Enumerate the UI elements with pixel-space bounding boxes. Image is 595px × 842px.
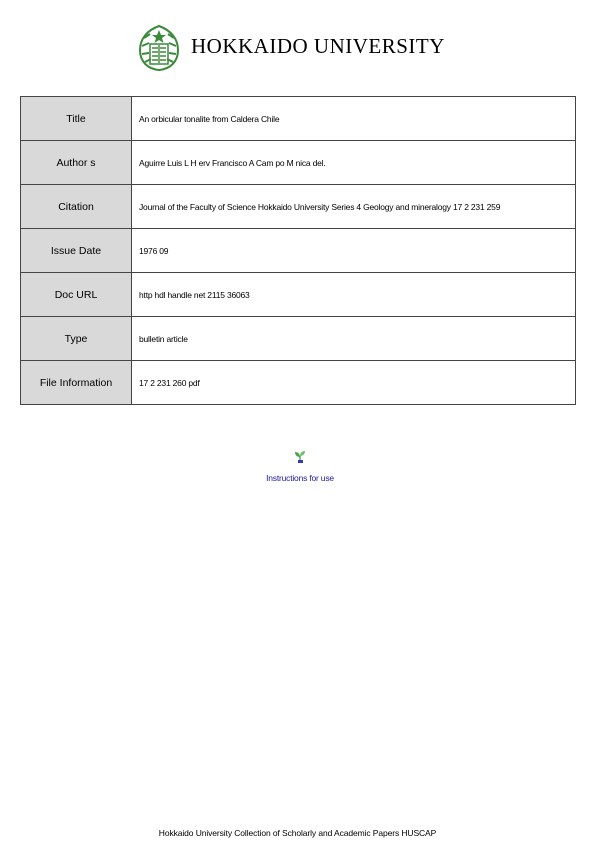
table-row xyxy=(21,273,576,317)
hokkaido-university-emblem-icon xyxy=(136,24,182,72)
title-label: Title xyxy=(21,97,132,141)
authors-value: Aguirre Luis L H erv Francisco A Cam po M nica del. xyxy=(132,141,576,185)
file-information-label: File Information xyxy=(21,361,132,405)
table-row xyxy=(21,185,576,229)
metadata-table xyxy=(20,96,576,405)
title-value: An orbicular tonalite from Caldera Chile xyxy=(132,97,576,141)
citation-label: Citation xyxy=(21,185,132,229)
table-row xyxy=(21,141,576,185)
sprout-icon xyxy=(294,450,306,464)
table-row xyxy=(21,317,576,361)
issue-date-value: 1976 09 xyxy=(132,229,576,273)
type-value: bulletin article xyxy=(132,317,576,361)
file-information-value: 17 2 231 260 pdf xyxy=(132,361,576,405)
instructions-block xyxy=(240,450,360,486)
instructions-for-use-link[interactable]: Instructions for use xyxy=(266,473,334,483)
authors-label: Author s xyxy=(21,141,132,185)
issue-date-label: Issue Date xyxy=(21,229,132,273)
page-footer: Hokkaido University Collection of Scholarly and Academic Papers HUSCAP xyxy=(158,828,437,838)
citation-value: Journal of the Faculty of Science Hokkaido University Series 4 Geology and mineralogy 17 2 231 259 xyxy=(132,185,576,229)
doc-url-value[interactable]: http hdl handle net 2115 36063 xyxy=(132,273,576,317)
university-name: HOKKAIDO UNIVERSITY xyxy=(191,34,445,58)
table-row xyxy=(21,229,576,273)
table-row xyxy=(21,361,576,405)
page-header xyxy=(136,22,466,74)
doc-url-label: Doc URL xyxy=(21,273,132,317)
type-label: Type xyxy=(21,317,132,361)
table-row xyxy=(21,97,576,141)
